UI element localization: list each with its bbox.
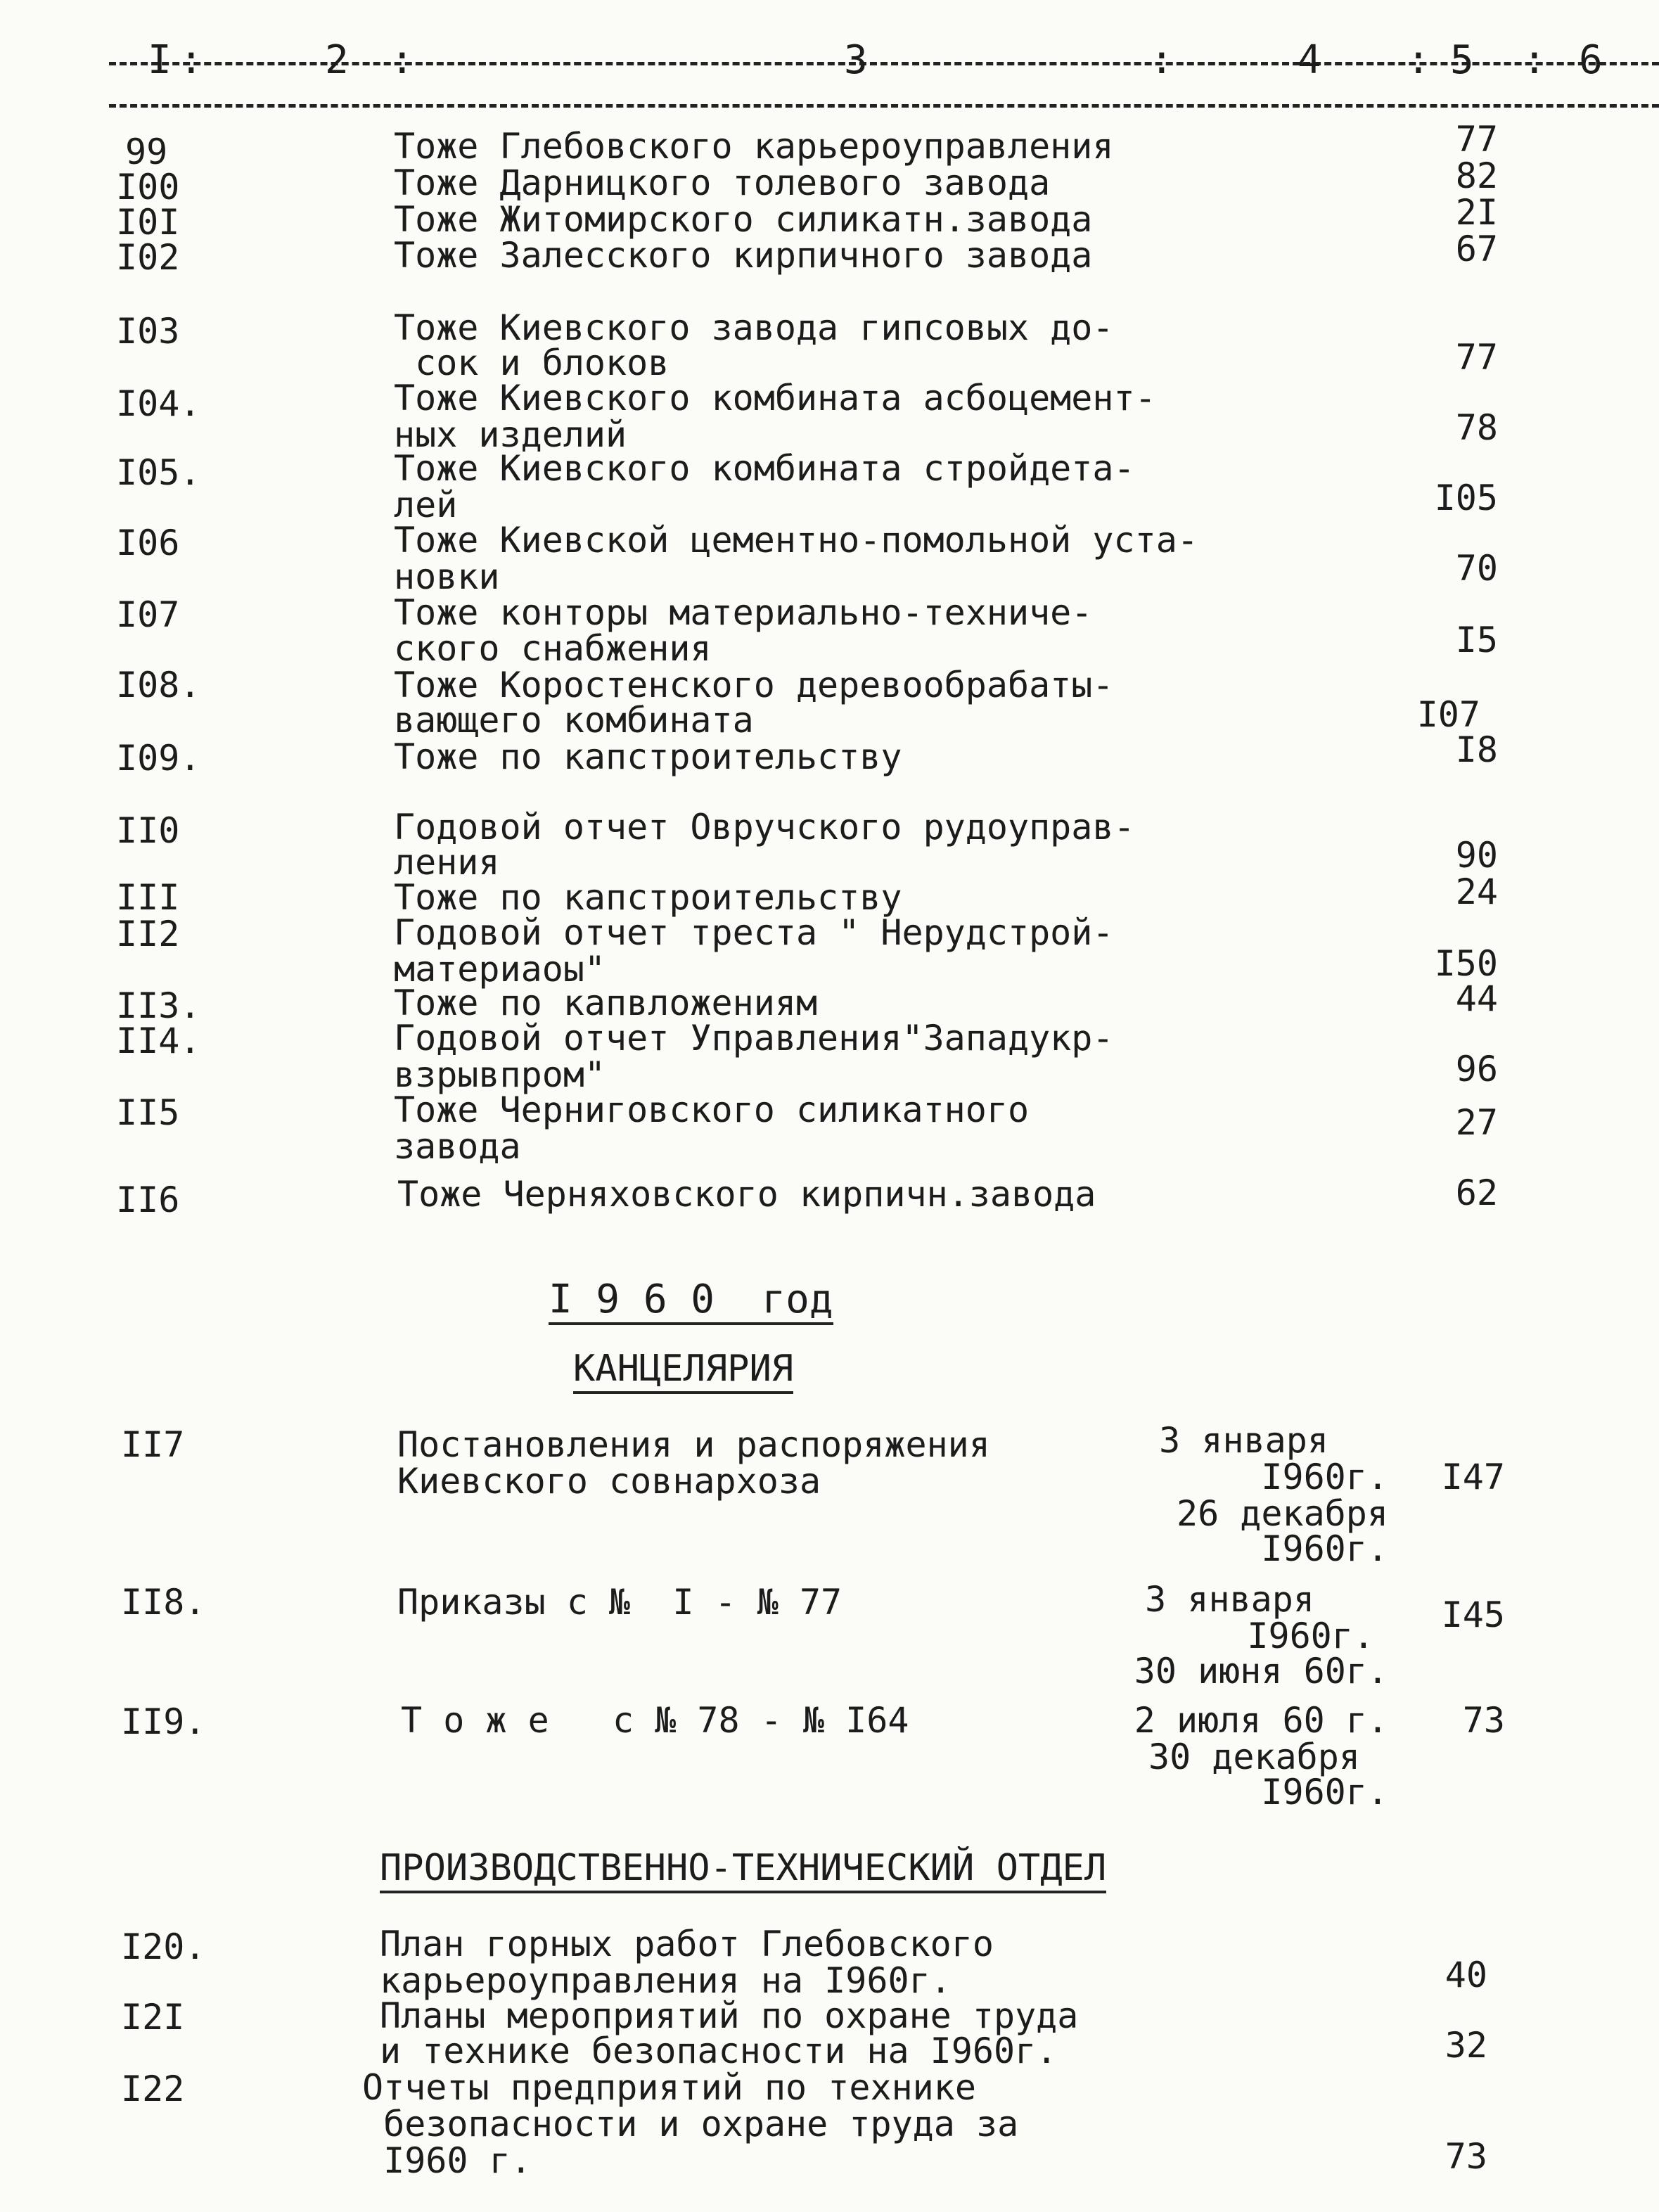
- item-title-continued: I960 г.: [362, 2140, 532, 2181]
- item-number: I04.: [116, 383, 201, 424]
- item-title: Планы мероприятий по охране труда: [380, 1995, 1079, 2036]
- item-number: II0: [116, 810, 180, 851]
- item-number: I09.: [116, 738, 201, 779]
- date-from: 3 января: [1159, 1420, 1328, 1461]
- item-title: Тоже Киевского комбината асбоцемент-: [394, 378, 1156, 418]
- item-title: Тоже Залесского кирпичного завода: [394, 235, 1093, 276]
- item-title-continued: сок и блоков: [394, 343, 670, 383]
- item-number: I2I: [121, 1997, 185, 2038]
- item-title: Годовой отчет треста " Нерудстрой-: [394, 912, 1114, 953]
- date-to-year: I960г.: [1261, 1528, 1388, 1569]
- date-to: 30 июня 60г.: [1134, 1651, 1388, 1692]
- section-heading-office: КАНЦЕЛЯРИЯ: [573, 1349, 793, 1394]
- section-heading-tech: ПРОИЗВОДСТВЕННО-ТЕХНИЧЕСКИЙ ОТДЕЛ: [380, 1848, 1106, 1893]
- item-title: Тоже Коростенского деревообрабаты-: [394, 665, 1114, 705]
- item-number: III: [116, 877, 180, 918]
- date-to-year: I960г.: [1261, 1772, 1388, 1813]
- item-title-continued: материаоы": [394, 949, 606, 990]
- item-sheet-count: 73: [1445, 2136, 1487, 2177]
- item-sheet-count: 82: [1455, 155, 1498, 196]
- item-sheet-count: 78: [1455, 407, 1498, 448]
- item-title-continued: взрывпром": [394, 1054, 606, 1095]
- item-sheet-count: 24: [1455, 871, 1498, 912]
- column-header-2: 2: [325, 37, 349, 83]
- item-title: Тоже Киевского комбината стройдета-: [394, 448, 1135, 489]
- item-sheet-count: I05: [1434, 478, 1498, 518]
- column-separator: :: [390, 37, 414, 83]
- item-title: Тоже конторы материально-техниче-: [394, 592, 1093, 633]
- item-sheet-count: I47: [1441, 1457, 1505, 1497]
- item-title: Тоже по капстроительству: [394, 736, 902, 777]
- item-sheet-count: 67: [1455, 229, 1498, 269]
- item-title-continued: ления: [394, 842, 500, 883]
- item-sheet-count: 44: [1455, 978, 1498, 1019]
- item-number: I00: [116, 167, 180, 207]
- item-number: 99: [125, 132, 168, 172]
- item-title: Отчеты предприятий по технике: [362, 2067, 976, 2108]
- item-sheet-count: 62: [1455, 1172, 1498, 1213]
- item-sheet-count: 70: [1455, 548, 1498, 589]
- item-sheet-count: 2I: [1455, 192, 1498, 233]
- item-number: I07: [116, 594, 180, 635]
- item-sheet-count: 73: [1462, 1700, 1505, 1741]
- item-number: I02: [116, 237, 180, 278]
- item-title: Тоже Киевской цементно-помольной уста-: [394, 520, 1198, 561]
- column-header-1: I: [148, 37, 172, 83]
- item-sheet-count: 90: [1455, 835, 1498, 876]
- item-title-continued: карьероуправления на I960г.: [380, 1960, 952, 2001]
- item-title-continued: новки: [394, 556, 500, 597]
- item-title: План горных работ Глебовского: [380, 1924, 994, 1964]
- item-title: Тоже Дарницкого толевого завода: [394, 162, 1051, 203]
- item-sheet-count: 77: [1455, 337, 1498, 378]
- date-to: 30 декабря: [1148, 1737, 1360, 1777]
- column-separator: :: [179, 37, 203, 83]
- item-number: I22: [121, 2069, 185, 2109]
- item-number: I03: [116, 311, 180, 352]
- item-title-continued: вающего комбината: [394, 700, 754, 741]
- item-number: I08.: [116, 665, 201, 705]
- column-separator: :: [1150, 37, 1174, 83]
- date-from: 2 июля 60 г.: [1134, 1700, 1388, 1741]
- column-header-3: 3: [844, 37, 868, 83]
- item-number: II9.: [121, 1701, 206, 1742]
- item-title: Постановления и распоряжения: [397, 1424, 990, 1465]
- item-sheet-count: I8: [1455, 729, 1498, 770]
- item-title: Тоже по капстроительству: [394, 877, 902, 918]
- item-number: I20.: [121, 1926, 206, 1967]
- item-title: Тоже Черняховского кирпичн.завода: [397, 1174, 1096, 1215]
- item-title: Тоже Житомирского силикатн.завода: [394, 199, 1093, 240]
- item-sheet-count: I50: [1434, 943, 1498, 984]
- item-number: II6: [116, 1179, 180, 1220]
- item-title-continued: ского снабжения: [394, 628, 712, 669]
- item-title: Тоже Черниговского силикатного: [394, 1089, 1030, 1130]
- item-title-continued: Киевского совнархоза: [397, 1461, 821, 1502]
- item-number: I0I: [116, 202, 180, 243]
- item-title: Тоже Глебовского карьероуправления: [394, 126, 1114, 167]
- column-separator: :: [1407, 37, 1430, 83]
- item-title: Т о ж е с № 78 - № I64: [401, 1700, 909, 1741]
- item-number: II7: [121, 1424, 185, 1465]
- item-number: I06: [116, 523, 180, 563]
- item-number: II2: [116, 914, 180, 954]
- item-sheet-count: 27: [1455, 1102, 1498, 1143]
- item-title: Годовой отчет Управления"Западукр-: [394, 1018, 1114, 1059]
- item-title: Годовой отчет Овручского рудоуправ-: [394, 807, 1135, 848]
- column-header-4: 4: [1298, 37, 1321, 83]
- date-from-year: I960г.: [1261, 1457, 1388, 1497]
- item-number: II3.: [116, 985, 201, 1026]
- item-sheet-count: 40: [1445, 1955, 1487, 1995]
- item-title: Приказы с № I - № 77: [397, 1582, 843, 1623]
- column-header-5: 5: [1450, 37, 1474, 83]
- item-title: Тоже Киевского завода гипсовых до-: [394, 307, 1114, 348]
- item-number: II8.: [121, 1582, 206, 1623]
- date-from-year: I960г.: [1247, 1616, 1374, 1656]
- column-separator: :: [1523, 37, 1546, 83]
- item-title-continued: завода: [394, 1126, 521, 1167]
- item-sheet-count: I5: [1455, 620, 1498, 660]
- item-number: II5: [116, 1092, 180, 1133]
- item-title-continued: лей: [394, 485, 458, 525]
- date-to: 26 декабря: [1176, 1493, 1388, 1534]
- item-sheet-count: 77: [1455, 119, 1498, 160]
- year-heading: I 9 6 0 год: [549, 1280, 833, 1325]
- date-from: 3 января: [1145, 1579, 1314, 1620]
- item-sheet-count: I07: [1416, 694, 1480, 735]
- item-sheet-count: 32: [1445, 2025, 1487, 2066]
- item-sheet-count: 96: [1455, 1049, 1498, 1089]
- item-sheet-count: I45: [1441, 1594, 1505, 1635]
- column-header-6: 6: [1579, 37, 1603, 83]
- item-title-continued: и технике безопасности на I960г.: [380, 2031, 1058, 2071]
- item-number: II4.: [116, 1021, 201, 1061]
- item-title-continued: безопасности и охране труда за: [362, 2104, 1019, 2144]
- item-number: I05.: [116, 452, 201, 493]
- item-title: Тоже по капвложениям: [394, 983, 818, 1023]
- header-rule-bottom: [109, 104, 1659, 108]
- item-title-continued: ных изделий: [394, 414, 627, 455]
